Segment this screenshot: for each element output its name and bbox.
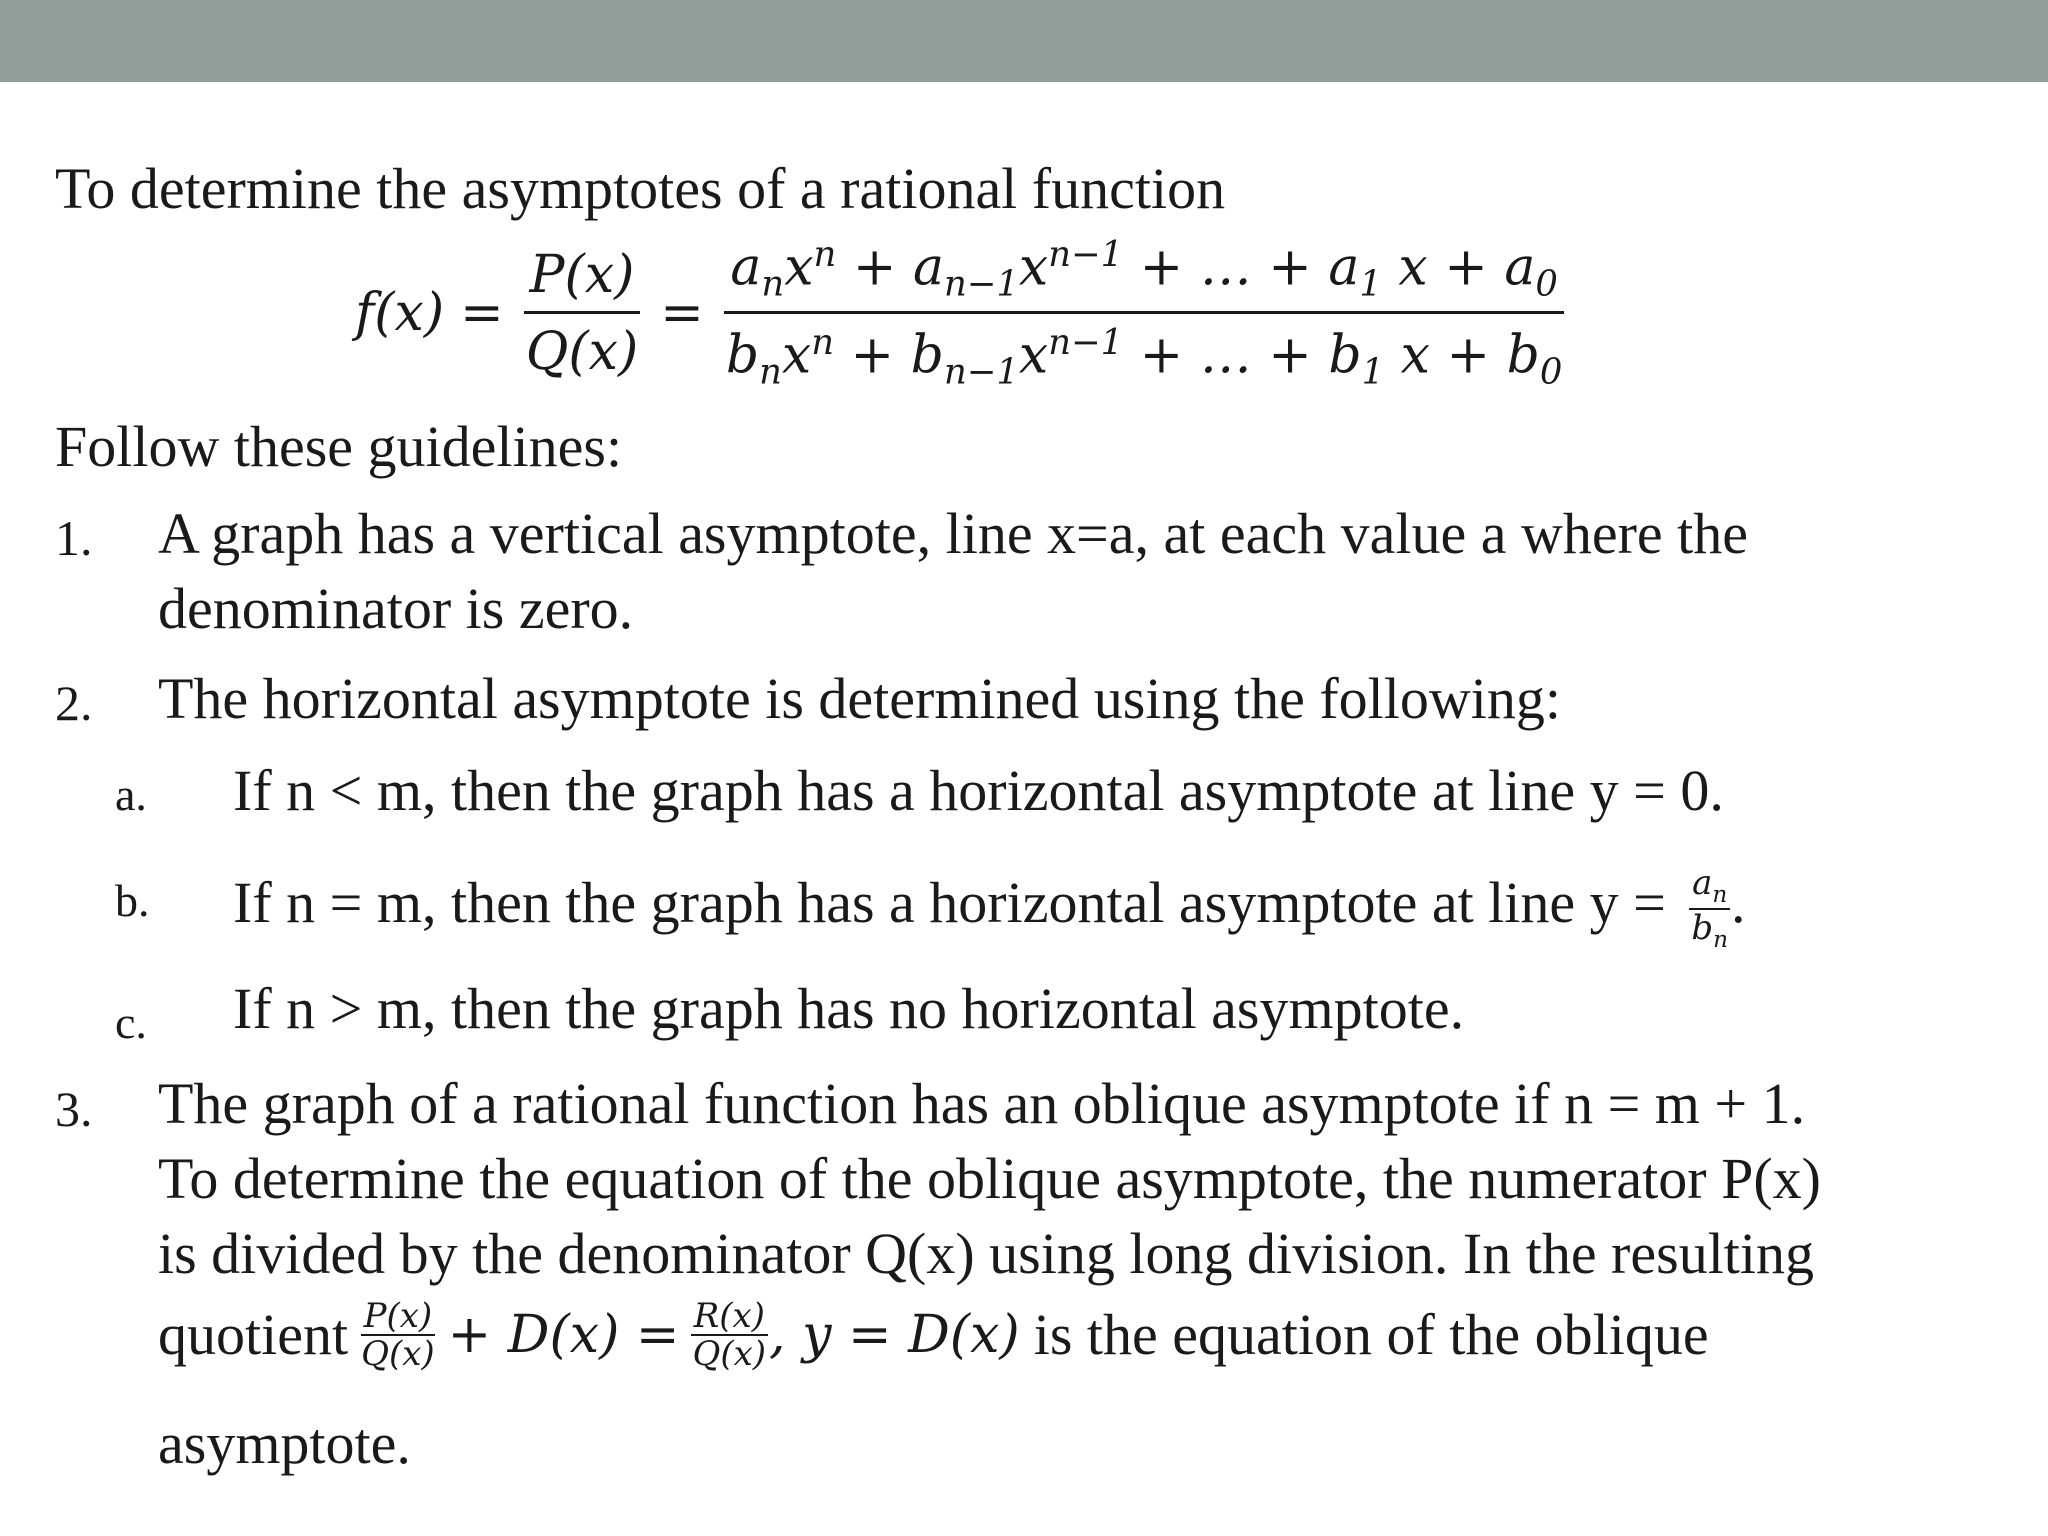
item-2b-text: If n = m, then the graph has a horizontal asymptote at line y = [233, 870, 1666, 936]
item-3-y-equals-d: , y = D(x) [769, 1305, 1020, 1365]
item-3-fraction-rq-numerator: R(x) [691, 1299, 768, 1336]
header-bar [0, 0, 2048, 82]
formula-fraction-pq [520, 245, 645, 382]
item-2c-text: If n > m, then the graph has no horizontal asymptote. [233, 976, 1465, 1041]
formula-fraction-polynomials [720, 234, 1569, 392]
item-2b-fraction-denominator: $b_n$ [1691, 907, 1729, 953]
item-2b-period: . [1731, 870, 1746, 936]
item-3-text-line1: The graph of a rational function has an oblique asymptote if n = m + 1. [158, 1071, 1806, 1136]
item-1-number: 1. [55, 510, 93, 566]
formula-numerator-p: P(x) [524, 245, 641, 314]
formula-denominator-q: Q(x) [525, 321, 639, 382]
item-2b-line [233, 863, 1746, 953]
item-3-fraction-pq [358, 1296, 438, 1374]
item-1-text-line2: denominator is zero. [158, 576, 634, 641]
item-3-plus-d: + D(x) = [447, 1305, 680, 1365]
guidelines-heading: Follow these guidelines: [55, 414, 623, 479]
item-3-fraction-rq [689, 1296, 769, 1374]
item-2a-letter: a. [115, 769, 147, 820]
item-3-fraction-pq-numerator: P(x) [361, 1299, 436, 1336]
item-2b-fraction [1688, 863, 1731, 953]
formula-equals-2: = [660, 283, 704, 343]
intro-text: To determine the asymptotes of a rational function [55, 156, 1226, 221]
item-3-text-line2: To determine the equation of the oblique asymptote, the numerator P(x) [158, 1146, 1821, 1211]
rational-function-formula [355, 228, 1568, 398]
item-2-number: 2. [55, 675, 93, 731]
item-2c-letter: c. [115, 997, 147, 1048]
item-3-text-line4-end: is the equation of the oblique [1033, 1302, 1709, 1367]
formula-equals: = [460, 283, 504, 343]
formula-denominator-polynomial: $b_nx^n + b_{n-1}x^{n-1}$ + … + $b_1$ $x + b_0$ [725, 321, 1563, 393]
item-2-text: The horizontal asymptote is determined using the following: [158, 666, 1561, 731]
item-3-fraction-pq-denominator: Q(x) [361, 1334, 435, 1374]
item-3-quotient-word: quotient [158, 1302, 349, 1367]
item-3-fraction-rq-denominator: Q(x) [692, 1334, 767, 1374]
item-2a-text: If n < m, then the graph has a horizontal asymptote at line y = 0. [233, 758, 1724, 823]
formula-numerator-polynomial: $a_nx^n + a_{n-1}x^{n-1}$ + … + $a_1$ $x + a_0$ [724, 234, 1563, 314]
item-3-number: 3. [55, 1081, 93, 1137]
item-2b-fraction-numerator: $a_n$ [1689, 866, 1730, 910]
item-1-text-line1: A graph has a vertical asymptote, line x=a, at each value a where the [158, 501, 1748, 566]
formula-lhs: f(x) [355, 283, 445, 343]
item-3-text-line3: is divided by the denominator Q(x) using long division. In the resulting [158, 1221, 1815, 1286]
item-3-text-line4 [158, 1290, 1709, 1380]
item-2b-letter: b. [115, 875, 150, 926]
item-3-text-line5: asymptote. [158, 1411, 411, 1476]
